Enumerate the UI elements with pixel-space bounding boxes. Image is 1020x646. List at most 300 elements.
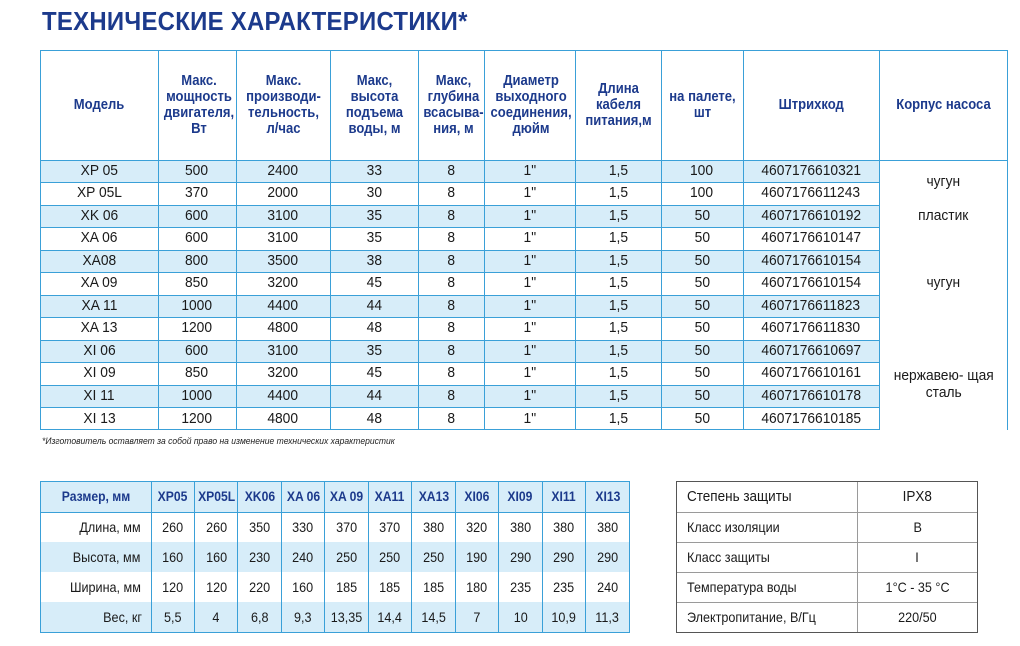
table-cell — [41, 228, 158, 251]
table-cell — [151, 572, 194, 602]
cell-text: 1" — [523, 319, 536, 337]
cell-text: 260 — [162, 519, 184, 536]
table-cell — [238, 602, 281, 632]
cell-text: 4607176610147 — [761, 229, 861, 247]
property-label — [677, 542, 857, 572]
table-cell — [236, 385, 330, 408]
table-cell — [158, 295, 236, 318]
specs-table — [40, 50, 1008, 430]
table-cell — [661, 408, 743, 431]
cell-text: 8 — [447, 229, 455, 247]
table-cell — [41, 572, 151, 602]
cell-text: 370 — [379, 519, 401, 536]
cell-text: 9,3 — [294, 609, 312, 625]
cell-text: 1000 — [181, 386, 213, 404]
cell-text: XI 06 — [83, 341, 116, 359]
table-cell — [158, 205, 236, 228]
table-row — [41, 385, 1007, 408]
table-cell — [151, 602, 194, 632]
cell-text: 260 — [205, 519, 227, 536]
table-cell — [499, 602, 542, 632]
table-cell — [484, 250, 575, 273]
table-cell — [542, 602, 585, 632]
cell-text: 14,5 — [421, 609, 446, 625]
cell-text: 230 — [249, 549, 271, 565]
cell-text: 4607176611830 — [761, 319, 861, 337]
size-header-cell — [412, 482, 455, 512]
table-cell — [418, 408, 484, 431]
table-row — [677, 572, 977, 602]
cell-text: 380 — [596, 519, 619, 536]
table-cell — [418, 250, 484, 273]
cell-text: XA 09 — [80, 274, 118, 292]
table-cell — [575, 318, 661, 341]
table-cell — [330, 295, 418, 318]
cell-text: 600 — [185, 206, 209, 224]
cell-text: 1" — [523, 364, 536, 382]
table-cell — [484, 273, 575, 296]
cell-text: 4607176611823 — [761, 296, 861, 314]
cell-text: Макс, глубина всасыва- ния, м — [422, 72, 484, 138]
table-cell — [484, 363, 575, 386]
cell-text: 160 — [205, 549, 227, 565]
cell-text: 1" — [523, 161, 536, 179]
cell-text: 8 — [447, 319, 455, 337]
housing-cell — [879, 205, 1007, 228]
cell-text: 4 — [212, 609, 220, 625]
cell-text: 10 — [513, 609, 528, 625]
cell-text: XA08 — [82, 251, 117, 269]
table-cell — [743, 363, 879, 386]
table-cell — [236, 160, 330, 183]
table-cell — [158, 273, 236, 296]
table-cell — [661, 363, 743, 386]
specs-header-cell — [575, 51, 661, 160]
size-body — [41, 512, 629, 632]
table-cell — [330, 183, 418, 206]
cell-text: 500 — [185, 161, 209, 179]
cell-text: 1,5 — [608, 364, 628, 382]
cell-text: XP 05 — [80, 161, 118, 179]
table-cell — [41, 363, 158, 386]
size-header-cell — [194, 482, 237, 512]
table-cell — [236, 250, 330, 273]
table-cell — [484, 295, 575, 318]
table-cell — [41, 160, 158, 183]
cell-text: 50 — [694, 229, 710, 247]
property-label — [677, 482, 857, 512]
cell-text: XA 13 — [80, 319, 118, 337]
table-cell — [368, 572, 411, 602]
table-cell — [661, 205, 743, 228]
table-cell — [575, 385, 661, 408]
table-cell — [418, 318, 484, 341]
table-cell — [330, 385, 418, 408]
cell-text: 6,8 — [250, 609, 269, 625]
table-cell — [542, 572, 585, 602]
table-cell — [575, 183, 661, 206]
table-cell — [586, 572, 629, 602]
cell-text: 1,5 — [608, 184, 628, 202]
cell-text: 250 — [422, 549, 444, 565]
specs-header-cell — [330, 51, 418, 160]
cell-text: 5,5 — [163, 609, 182, 625]
cell-text: Ширина, мм — [69, 579, 141, 595]
table-row — [677, 542, 977, 572]
cell-text: чугун — [926, 274, 961, 292]
specs-header-cell — [158, 51, 236, 160]
size-header-cell — [238, 482, 281, 512]
cell-text: XI11 — [551, 489, 576, 505]
table-cell — [41, 318, 158, 341]
property-value — [857, 542, 977, 572]
cell-text: 1,5 — [608, 161, 628, 179]
cell-text: XP 05L — [76, 184, 122, 202]
cell-text: 3200 — [267, 274, 299, 292]
size-header-cell — [542, 482, 585, 512]
property-label — [677, 512, 857, 542]
cell-text: 120 — [162, 579, 184, 595]
property-value — [857, 512, 977, 542]
table-cell — [418, 363, 484, 386]
table-cell — [743, 385, 879, 408]
cell-text: 100 — [690, 161, 714, 179]
page-title: ТЕХНИЧЕСКИЕ ХАРАКТЕРИСТИКИ* — [42, 6, 468, 36]
cell-text: 1" — [523, 229, 536, 247]
table-cell — [575, 363, 661, 386]
cell-text: 4400 — [267, 296, 299, 314]
cell-text: 2400 — [267, 161, 299, 179]
cell-text: 800 — [185, 251, 209, 269]
table-cell — [151, 512, 194, 542]
table-cell — [743, 205, 879, 228]
table-row — [41, 363, 1007, 386]
cell-text: на палете, шт — [668, 89, 736, 122]
table-cell — [330, 160, 418, 183]
size-header-cell — [368, 482, 411, 512]
size-header-cell — [586, 482, 629, 512]
table-cell — [330, 363, 418, 386]
table-cell — [484, 318, 575, 341]
table-cell — [661, 295, 743, 318]
table-cell — [330, 340, 418, 363]
specs-body — [41, 160, 1007, 430]
cell-text: XK06 — [244, 489, 275, 505]
cell-text: 185 — [422, 579, 444, 595]
cell-text: 30 — [366, 184, 382, 202]
cell-text: XI09 — [507, 489, 533, 505]
table-row — [677, 602, 977, 632]
table-cell — [238, 572, 281, 602]
table-cell — [575, 205, 661, 228]
cell-text: 1" — [523, 409, 536, 427]
table-cell — [455, 512, 498, 542]
table-cell — [418, 340, 484, 363]
cell-text: нержавею- щая сталь — [893, 367, 994, 401]
table-cell — [238, 512, 281, 542]
cell-text: 1" — [523, 341, 536, 359]
table-cell — [236, 318, 330, 341]
cell-text: Макс. производи- тельность, л/час — [245, 72, 321, 138]
cell-text: 100 — [690, 184, 714, 202]
cell-text: 8 — [447, 364, 455, 382]
cell-text: Класс изоляции — [687, 519, 780, 535]
table-cell — [743, 160, 879, 183]
table-cell — [575, 295, 661, 318]
cell-text: 240 — [292, 549, 314, 565]
table-cell — [236, 363, 330, 386]
table-cell — [41, 542, 151, 572]
cell-text: Размер, мм — [61, 489, 130, 505]
cell-text: 220 — [249, 579, 271, 595]
cell-text: 4607176610161 — [761, 364, 861, 382]
table-cell — [236, 205, 330, 228]
cell-text: XK 06 — [80, 206, 119, 224]
table-cell — [41, 385, 158, 408]
cell-text: 50 — [694, 251, 710, 269]
cell-text: XA 09 — [329, 489, 364, 505]
table-row — [41, 183, 1007, 206]
cell-text: 8 — [447, 386, 455, 404]
cell-text: 850 — [185, 274, 209, 292]
cell-text: 370 — [336, 519, 358, 536]
cell-text: 8 — [447, 341, 455, 359]
cell-text: 4607176610321 — [761, 161, 861, 179]
cell-text: 160 — [292, 579, 314, 595]
table-cell — [743, 318, 879, 341]
cell-text: 250 — [379, 549, 401, 565]
table-cell — [330, 228, 418, 251]
table-cell — [41, 340, 158, 363]
table-row — [41, 602, 629, 632]
cell-text: 13,35 — [330, 609, 363, 625]
cell-text: 1,5 — [608, 409, 628, 427]
table-cell — [743, 250, 879, 273]
size-header-row — [41, 482, 629, 512]
cell-text: XA13 — [418, 489, 449, 505]
cell-text: XA 11 — [81, 296, 118, 314]
cell-text: XI 09 — [83, 364, 116, 382]
cell-text: Макс, высота подъема воды, м — [345, 72, 403, 138]
table-cell — [158, 385, 236, 408]
table-cell — [661, 340, 743, 363]
cell-text: 48 — [366, 409, 382, 427]
cell-text: 185 — [336, 579, 358, 595]
cell-text: XI06 — [464, 489, 490, 505]
table-cell — [158, 160, 236, 183]
table-cell — [418, 385, 484, 408]
table-cell — [368, 602, 411, 632]
table-cell — [236, 408, 330, 431]
table-row — [41, 295, 1007, 318]
table-cell — [330, 205, 418, 228]
cell-text: 380 — [553, 519, 575, 536]
cell-text: 4607176610154 — [761, 274, 861, 292]
cell-text: 180 — [466, 579, 488, 595]
cell-text: 1,5 — [608, 229, 628, 247]
cell-text: Корпус насоса — [895, 97, 991, 114]
cell-text: 4607176610185 — [761, 409, 861, 427]
size-table-grid — [41, 482, 629, 632]
property-value — [857, 602, 977, 632]
table-cell — [330, 318, 418, 341]
table-cell — [418, 160, 484, 183]
table-cell — [743, 340, 879, 363]
cell-text: 1000 — [181, 296, 213, 314]
specs-header-cell — [879, 51, 1007, 160]
table-cell — [41, 250, 158, 273]
table-row — [41, 160, 1007, 183]
table-cell — [661, 385, 743, 408]
cell-text: Штрихкод — [778, 97, 844, 114]
cell-text: 8 — [447, 296, 455, 314]
cell-text: 380 — [509, 519, 531, 536]
cell-text: 1" — [523, 251, 536, 269]
specs-header-cell — [41, 51, 158, 160]
cell-text: 235 — [553, 579, 575, 595]
cell-text: 8 — [447, 161, 455, 179]
specs-header-cell — [418, 51, 484, 160]
table-cell — [586, 542, 629, 572]
cell-text: Высота, мм — [73, 549, 141, 565]
table-cell — [575, 160, 661, 183]
table-cell — [412, 512, 455, 542]
cell-text: 50 — [694, 274, 710, 292]
table-row — [41, 205, 1007, 228]
housing-cell — [879, 340, 1007, 430]
table-cell — [484, 228, 575, 251]
cell-text: 50 — [694, 386, 710, 404]
table-row — [41, 228, 1007, 251]
table-row — [41, 340, 1007, 363]
table-cell — [281, 602, 324, 632]
table-cell — [484, 385, 575, 408]
table-row — [41, 542, 629, 572]
table-cell — [661, 183, 743, 206]
cell-text: Длина кабеля питания,м — [584, 80, 652, 130]
cell-text: 4607176611243 — [761, 184, 861, 202]
table-cell — [412, 602, 455, 632]
size-header-cell — [41, 482, 151, 512]
cell-text: 190 — [466, 549, 488, 565]
cell-text: 8 — [447, 409, 455, 427]
table-cell — [661, 273, 743, 296]
cell-text: 35 — [366, 206, 382, 224]
table-cell — [236, 295, 330, 318]
cell-text: 44 — [366, 386, 382, 404]
cell-text: B — [913, 519, 922, 535]
cell-text: 3100 — [267, 229, 299, 247]
property-value — [857, 482, 977, 512]
table-cell — [499, 512, 542, 542]
cell-text: 4607176610192 — [761, 206, 861, 224]
cell-text: 50 — [694, 319, 710, 337]
cell-text: 290 — [553, 549, 575, 565]
table-cell — [418, 183, 484, 206]
table-cell — [455, 572, 498, 602]
table-cell — [484, 205, 575, 228]
size-header-cell — [499, 482, 542, 512]
cell-text: 1,5 — [608, 319, 628, 337]
table-cell — [158, 363, 236, 386]
table-cell — [41, 602, 151, 632]
cell-text: 50 — [694, 341, 710, 359]
table-cell — [41, 273, 158, 296]
cell-text: 330 — [292, 519, 314, 536]
cell-text: 3100 — [267, 341, 299, 359]
cell-text: 1" — [523, 184, 536, 202]
cell-text: чугун — [926, 173, 961, 191]
cell-text: 1" — [523, 386, 536, 404]
cell-text: Диаметр выходного соединения, дюйм — [490, 72, 572, 138]
cell-text: 235 — [509, 579, 531, 595]
table-row — [41, 572, 629, 602]
table-cell — [236, 183, 330, 206]
table-cell — [743, 183, 879, 206]
cell-text: 1,5 — [608, 274, 628, 292]
cell-text: 50 — [694, 364, 710, 382]
cell-text: 7 — [473, 609, 481, 625]
cell-text: 600 — [185, 229, 209, 247]
table-cell — [499, 572, 542, 602]
cell-text: 1200 — [181, 409, 213, 427]
cell-text: пластик — [918, 206, 969, 224]
table-cell — [41, 408, 158, 431]
cell-text: XA 06 — [286, 489, 320, 505]
size-header-cell — [281, 482, 324, 512]
cell-text: 600 — [185, 341, 209, 359]
table-cell — [743, 408, 879, 431]
cell-text: 3500 — [267, 251, 299, 269]
table-cell — [158, 228, 236, 251]
cell-text: 3100 — [267, 206, 299, 224]
table-row — [41, 250, 1007, 273]
specs-header-cell — [743, 51, 879, 160]
table-cell — [158, 408, 236, 431]
cell-text: 1" — [523, 274, 536, 292]
cell-text: I — [915, 549, 919, 565]
cell-text: Степень защиты — [687, 488, 792, 506]
cell-text: 35 — [366, 341, 382, 359]
table-cell — [236, 273, 330, 296]
table-cell — [743, 228, 879, 251]
table-cell — [575, 250, 661, 273]
table-cell — [158, 340, 236, 363]
table-cell — [542, 512, 585, 542]
table-cell — [41, 295, 158, 318]
table-cell — [499, 542, 542, 572]
table-cell — [194, 572, 237, 602]
cell-text: 850 — [185, 364, 209, 382]
table-cell — [325, 572, 368, 602]
table-cell — [194, 602, 237, 632]
cell-text: 14,4 — [377, 609, 403, 625]
cell-text: XI 11 — [83, 386, 115, 404]
cell-text: 45 — [366, 274, 382, 292]
table-cell — [325, 542, 368, 572]
table-cell — [484, 160, 575, 183]
cell-text: 220/50 — [897, 609, 937, 626]
cell-text: XI13 — [595, 489, 621, 505]
table-cell — [661, 228, 743, 251]
cell-text: 4607176610697 — [761, 341, 861, 359]
cell-text: 240 — [596, 579, 619, 595]
cell-text: 50 — [694, 206, 710, 224]
table-cell — [194, 542, 237, 572]
table-cell — [281, 542, 324, 572]
table-cell — [661, 250, 743, 273]
specs-header-cell — [236, 51, 330, 160]
